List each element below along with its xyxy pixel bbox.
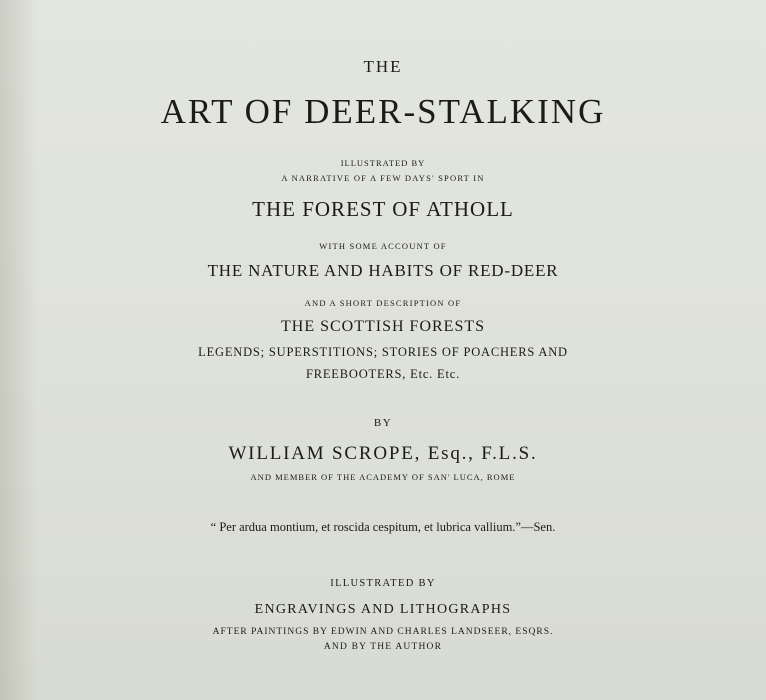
heading-the: THE: [363, 57, 403, 76]
scottish-forests: THE SCOTTISH FORESTS: [280, 318, 486, 335]
forest-of-atholl: THE FOREST OF ATHOLL: [252, 197, 514, 221]
narrative-line: A NARRATIVE OF A FEW DAYS' SPORT IN: [281, 173, 485, 183]
short-description-line: AND A SHORT DESCRIPTION OF: [304, 298, 462, 308]
epigraph: “ Per ardua montium, et roscida cespitum, et lubrica vallium.”—Sen.: [210, 520, 556, 534]
main-title: ART OF DEER-STALKING: [160, 92, 606, 131]
legends-line-2: FREEBOOTERS, Etc. Etc.: [305, 367, 461, 381]
author-name: WILLIAM SCROPE, Esq., F.L.S.: [228, 443, 538, 464]
and-by-author-line: AND BY THE AUTHOR: [323, 642, 443, 652]
with-some-account-line: WITH SOME ACCOUNT OF: [319, 241, 447, 251]
engravings-line: ENGRAVINGS AND LITHOGRAPHS: [254, 602, 512, 617]
illustrated-by-line-2: ILLUSTRATED BY: [330, 578, 436, 589]
by-line: BY: [373, 417, 393, 429]
nature-and-habits: THE NATURE AND HABITS OF RED-DEER: [207, 261, 559, 280]
after-paintings-line: AFTER PAINTINGS BY EDWIN AND CHARLES LANDSEER, ESQRS.: [212, 627, 554, 637]
academy-line: AND MEMBER OF THE ACADEMY OF SAN' LUCA, ROME: [250, 472, 516, 482]
legends-line-1: LEGENDS; SUPERSTITIONS; STORIES OF POACHERS AND: [198, 345, 568, 359]
illustrated-by-line: ILLUSTRATED BY: [340, 158, 426, 168]
